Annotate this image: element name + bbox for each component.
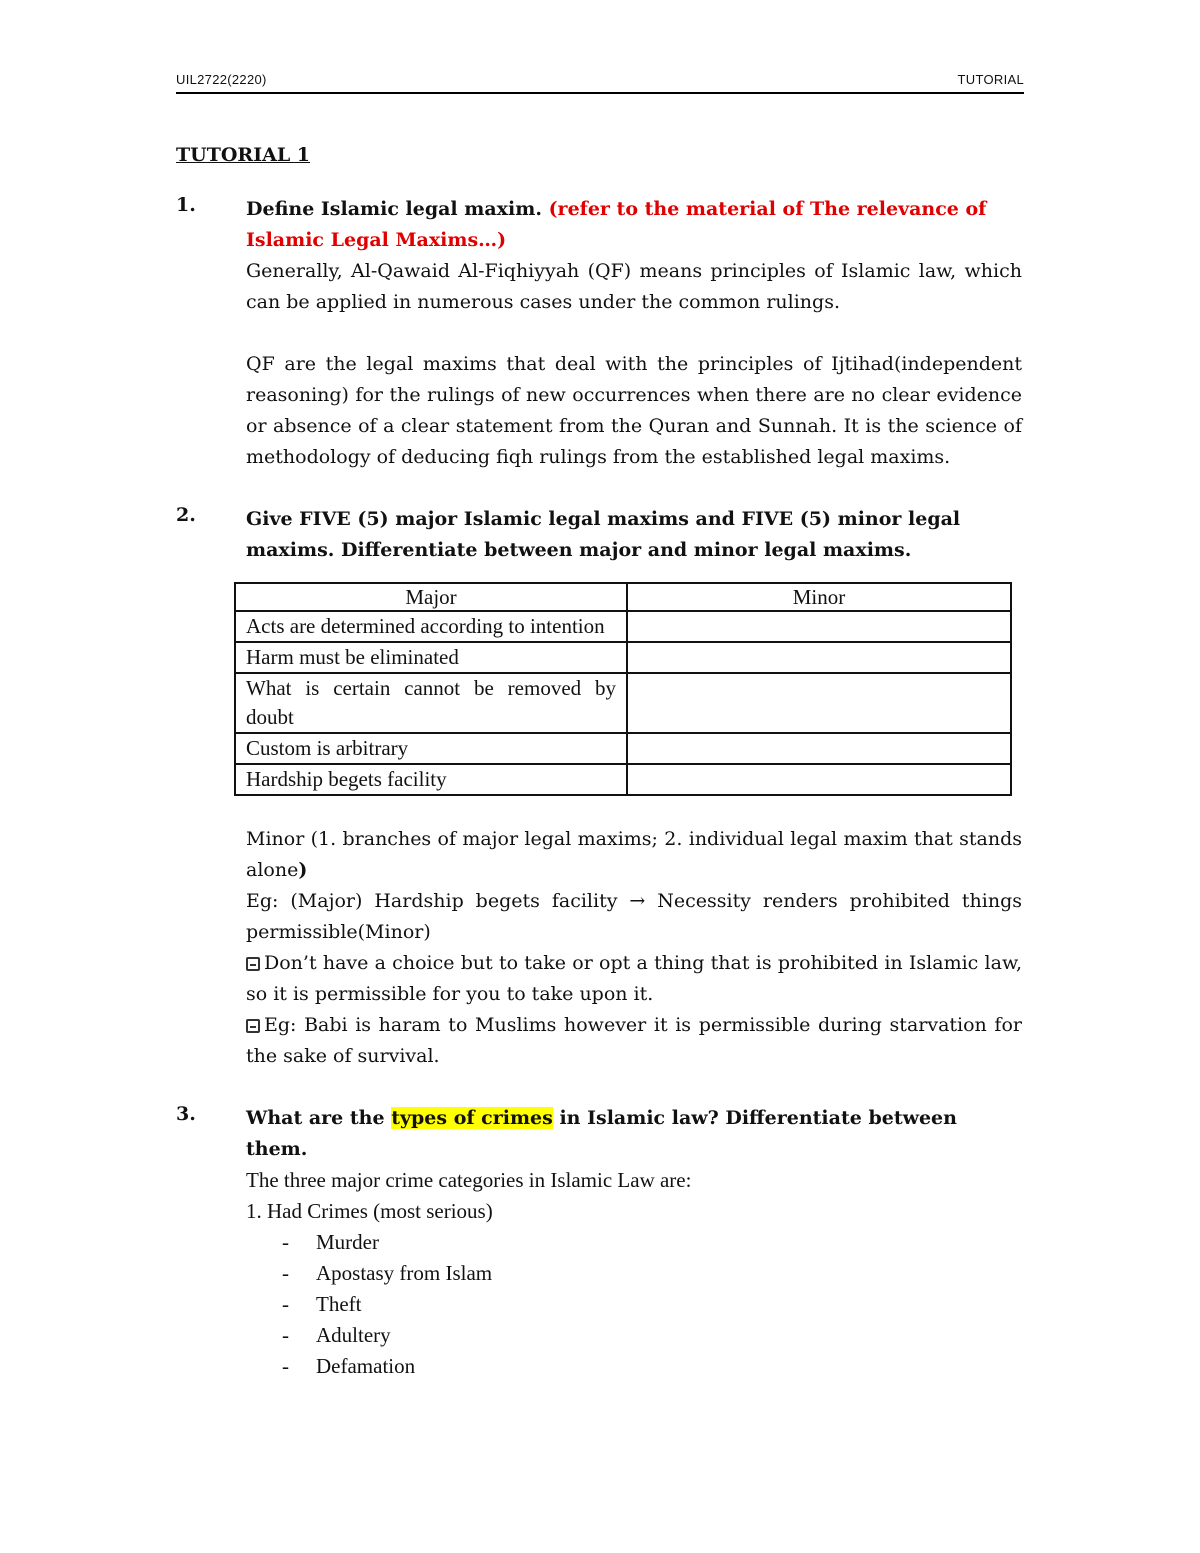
minor-definition (246, 824, 1022, 886)
question-3-post: in Islamic law? Differentiate between them. (246, 1107, 957, 1160)
question-number: 2. (176, 504, 196, 526)
question-3-text (246, 1103, 1022, 1165)
answer-paragraph: Generally, Al-Qawaid Al-Fiqhiyyah (QF) means principles of Islamic law, which can be applied in numerous cases under the common rulings. (246, 260, 1022, 313)
question-text (246, 194, 1022, 256)
question-3 (176, 1103, 1024, 1382)
example-line: Eg: (Major) Hardship begets facility → Necessity renders prohibited things permissible(Minor) (246, 890, 1022, 943)
question-number: 1. (176, 194, 196, 216)
minor-maxim (627, 673, 1011, 733)
list-item: - Apostasy from Islam (282, 1261, 493, 1285)
page-title: TUTORIAL 1 (176, 144, 311, 166)
question-1-text: Define Islamic legal maxim. (246, 198, 542, 220)
question-2 (176, 504, 1024, 1072)
list-item: - Defamation (282, 1354, 416, 1378)
minor-definition-text: Minor (1. branches of major legal maxims; 2. individual legal maxim that stands alone (246, 828, 1022, 881)
list-item: - Murder (282, 1230, 379, 1254)
crime-list (246, 1165, 1022, 1382)
highlighted-phrase: types of crimes (391, 1107, 553, 1129)
list-intro: The three major crime categories in Islamic Law are: (246, 1168, 692, 1192)
page-header (176, 72, 1024, 94)
minor-maxim (627, 733, 1011, 764)
question-number: 3. (176, 1103, 196, 1125)
crime-name: Defamation (316, 1354, 416, 1378)
major-maxim: Harm must be eliminated (235, 642, 627, 673)
table-row (235, 611, 1011, 642)
question-3-pre: What are the (246, 1107, 385, 1129)
table-row (235, 673, 1011, 733)
question-2-text: Give FIVE (5) major Islamic legal maxims and FIVE (5) minor legal maxims. Differentiate between major and minor legal maxims. (246, 508, 961, 561)
bullet-text: Eg: Babi is haram to Muslims however it is permissible during starvation for the sake of survival. (246, 1014, 1022, 1067)
crime-name: Adultery (316, 1323, 391, 1347)
minor-maxim (627, 642, 1011, 673)
minor-maxim (627, 764, 1011, 795)
major-maxim: Acts are determined according to intention (235, 611, 627, 642)
document-body (176, 140, 1024, 1382)
major-maxim: Hardship begets facility (235, 764, 627, 795)
reference-note: (refer to the material of The relevance of Islamic Legal Maxims…) (246, 198, 987, 251)
major-maxim: Custom is arbitrary (235, 733, 627, 764)
closing-paren: ) (298, 859, 308, 881)
answer-paragraph: QF are the legal maxims that deal with the principles of Ijtihad(independent reasoning) for the rulings of new occurrences when there are no clear evidence or absence of a clear statement from the Quran and Sunnah. It is the science of methodology of deducing fiqh rulings from the established legal maxims. (246, 353, 1022, 468)
list-item: - Adultery (282, 1323, 391, 1347)
header-label: TUTORIAL (957, 72, 1024, 87)
table-row (235, 764, 1011, 795)
question-1 (176, 194, 1024, 473)
bus-icon (246, 957, 260, 971)
list-item: 1. Had Crimes (most serious) (246, 1199, 493, 1223)
maxims-table (234, 582, 1012, 796)
crime-name: Apostasy from Islam (316, 1261, 493, 1285)
bullet-note (246, 948, 1022, 1010)
crime-name: Murder (316, 1230, 379, 1254)
table-row (235, 733, 1011, 764)
minor-maxim (627, 611, 1011, 642)
table-row (235, 642, 1011, 673)
course-code: UIL2722(2220) (176, 72, 267, 87)
bullet-text: Don’t have a choice but to take or opt a thing that is prohibited in Islamic law, so it is permissible for you to take upon it. (246, 952, 1022, 1005)
list-item: - Theft (282, 1292, 362, 1316)
crime-name: Theft (316, 1292, 362, 1316)
bus-icon (246, 1019, 260, 1033)
table-header-minor: Minor (627, 583, 1011, 611)
major-maxim: What is certain cannot be removed by doubt (235, 673, 627, 733)
bullet-note (246, 1010, 1022, 1072)
table-header-major: Major (235, 583, 627, 611)
